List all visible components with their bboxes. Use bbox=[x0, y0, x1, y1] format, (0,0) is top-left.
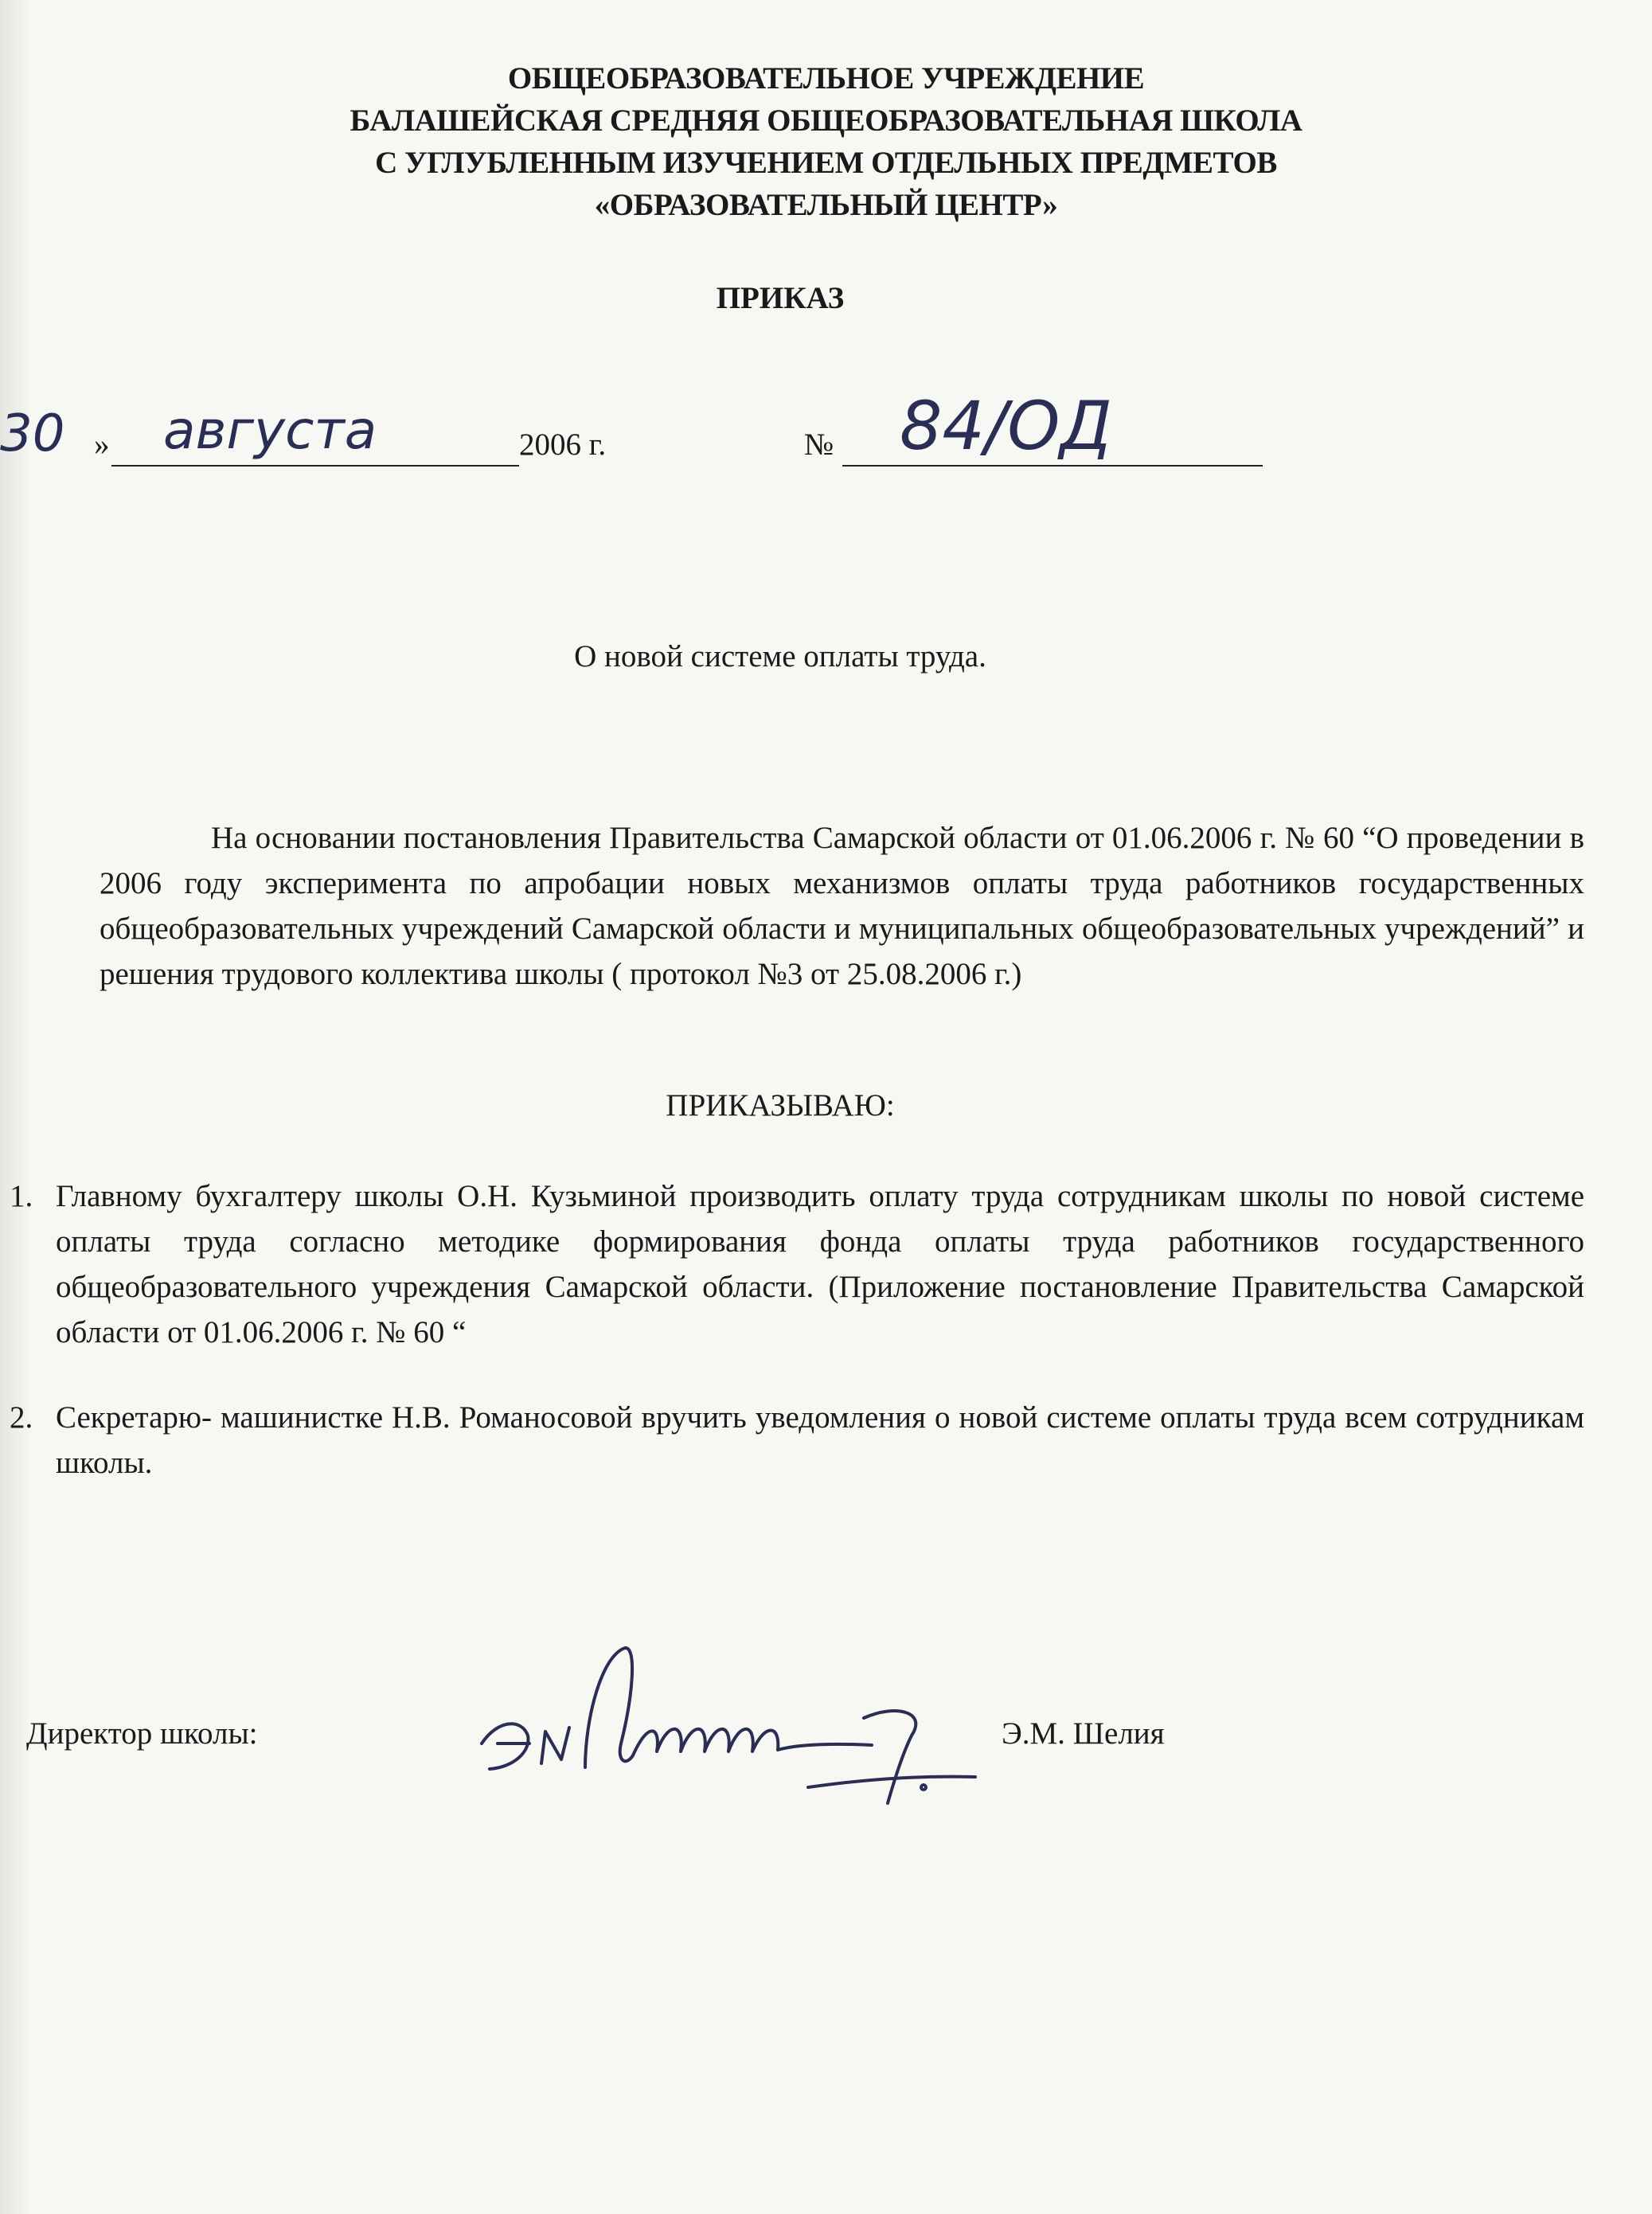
handwritten-month: августа bbox=[163, 400, 377, 461]
handwritten-day: 30 bbox=[0, 404, 65, 463]
handwritten-number: 84/ОД bbox=[900, 387, 1112, 465]
signature-block bbox=[0, 1608, 1652, 1815]
header-line-2: БАЛАШЕЙСКАЯ СРЕДНЯЯ ОБЩЕОБРАЗОВАТЕЛЬНАЯ ШКОЛА bbox=[350, 103, 1302, 138]
order-item-text: Секретарю- машинистке Н.В. Романосовой вручить уведомления о новой системе оплаты труда всем сотрудникам школы. bbox=[56, 1400, 1584, 1480]
order-item-text: Главному бухгалтеру школы О.Н. Кузьминой производить оплату труда сотрудникам школы по новой системе оплаты труда согласно методике формирования фонда оплаты труда работников государственного общеобразовательного учреждения Самарской области. (Приложение постановление Правительства Самарской области от 01.06.2006 г. № 60 “ bbox=[56, 1179, 1584, 1349]
order-item-1 bbox=[0, 1173, 1584, 1355]
document-header bbox=[0, 57, 1652, 226]
order-items-list bbox=[0, 1173, 1584, 1525]
document-type-title: ПРИКАЗ bbox=[716, 281, 845, 315]
order-item-number: 2. bbox=[10, 1400, 33, 1435]
quote-close: » bbox=[94, 428, 110, 462]
order-basis-paragraph: На основании постановления Правительства Самарской области от 01.06.2006 г. № 60 “О проведении в 2006 году эксперимента по апробации новых механизмов оплаты труда работников государственных общеобразовательных учреждений Самарской области и муниципальных общеобразовательных учреждений” и решения трудового коллектива школы ( протокол №3 от 25.08.2006 г.) bbox=[100, 821, 1584, 991]
signature-label: Директор школы: bbox=[26, 1716, 258, 1751]
header-line-1: ОБЩЕОБРАЗОВАТЕЛЬНОЕ УЧРЕЖДЕНИЕ bbox=[507, 61, 1145, 96]
date-number-line bbox=[0, 382, 1652, 478]
handwritten-signature-image bbox=[466, 1624, 1039, 1815]
signatory-name: Э.М. Шелия bbox=[1002, 1716, 1165, 1751]
header-line-3: С УГЛУБЛЕННЫМ ИЗУЧЕНИЕМ ОТДЕЛЬНЫХ ПРЕДМЕТОВ bbox=[375, 146, 1277, 180]
number-underline bbox=[842, 465, 1263, 467]
number-sign: № bbox=[804, 428, 834, 462]
header-line-4: «ОБРАЗОВАТЕЛЬНЫЙ ЦЕНТР» bbox=[594, 188, 1058, 222]
order-directive-word: ПРИКАЗЫВАЮ: bbox=[666, 1088, 895, 1123]
order-item-2 bbox=[0, 1395, 1584, 1486]
month-underline bbox=[111, 465, 519, 467]
date-year: 2006 г. bbox=[519, 428, 607, 462]
order-item-number: 1. bbox=[10, 1179, 33, 1213]
order-subject: О новой системе оплаты труда. bbox=[574, 639, 986, 674]
